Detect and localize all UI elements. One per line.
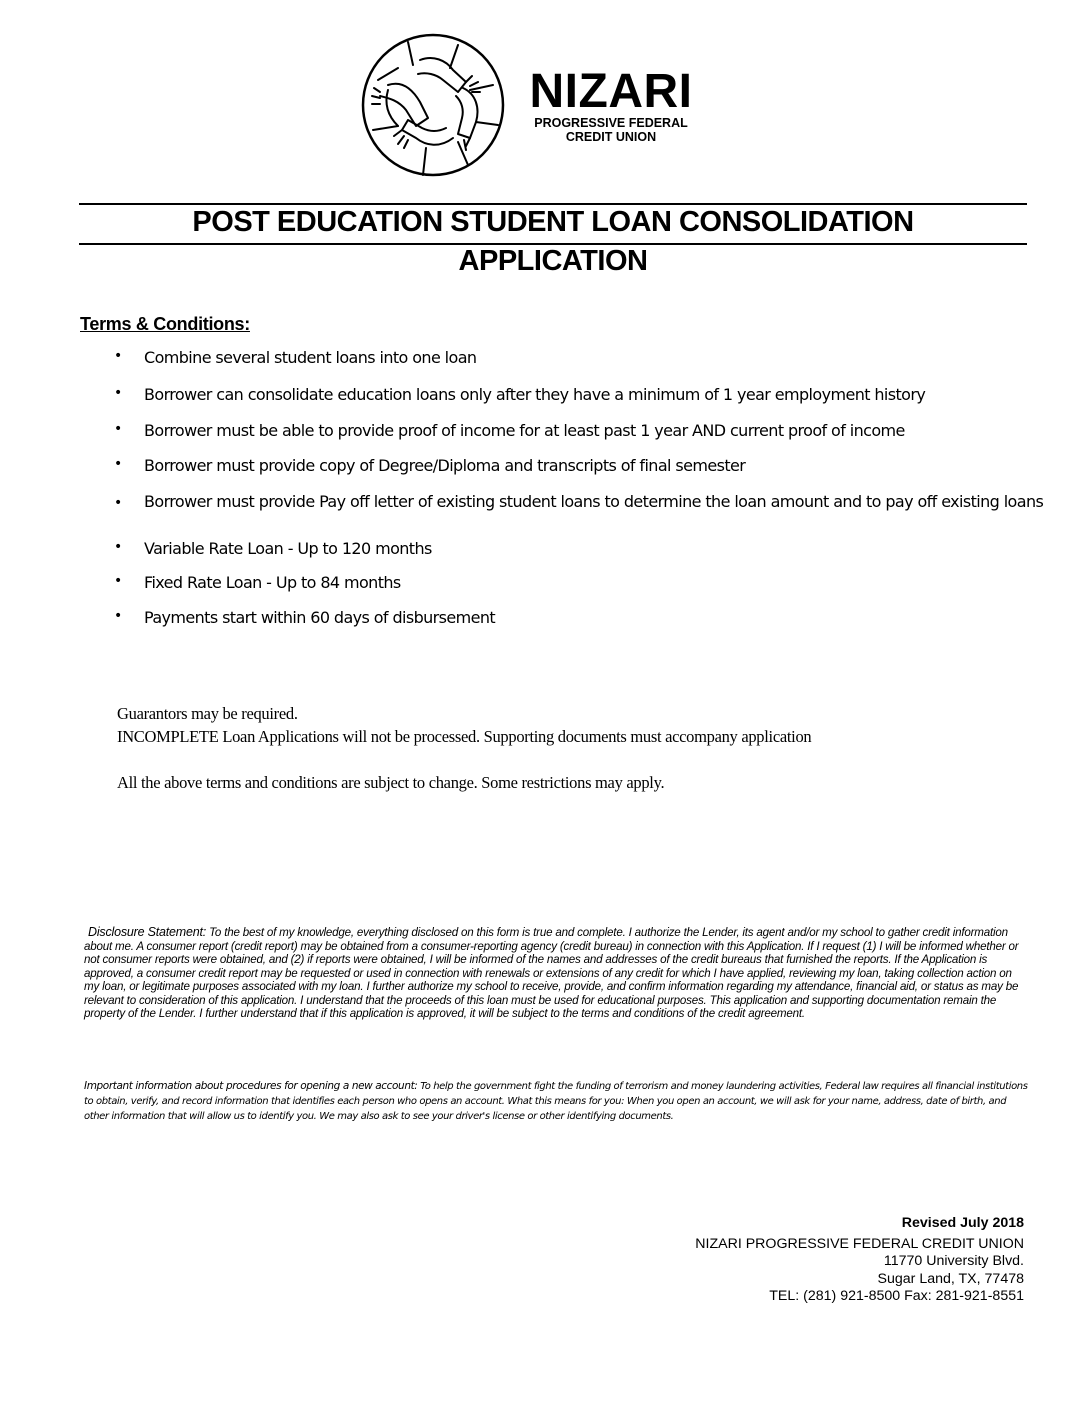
important-information	[84, 1079, 1029, 1124]
disclosure-statement	[84, 926, 1029, 1021]
terms-item-text: Borrower must be able to provide proof of income for at least past 1 year AND current proof of income	[144, 421, 905, 440]
important-text: To help the government fight the funding of terrorism and money laundering activities, Federal law requires all financial institutions to obtain, verify, and record information that identifies each person who opens an account. What this means for you: When you open an account, we will ask for your name, address, date of birth, and other information that will allow us to identify you. We may also ask to see your driver's license or other identifying documents.	[84, 1081, 1028, 1122]
terms-item-text: Fixed Rate Loan - Up to 84 months	[144, 573, 401, 592]
footer-contact-block	[695, 1215, 1024, 1306]
bullet-icon: •	[114, 385, 122, 401]
page-title-line2: APPLICATION	[458, 245, 648, 277]
incomplete-note: INCOMPLETE Loan Applications will not be processed. Supporting documents must accompany application	[117, 727, 812, 746]
bullet-icon: •	[114, 608, 122, 624]
joined-hands-circle-icon	[358, 30, 508, 180]
terms-item-text: Variable Rate Loan - Up to 120 months	[144, 539, 432, 558]
title-top-rule	[79, 203, 1027, 205]
bullet-icon: •	[114, 495, 122, 511]
terms-heading: Terms & Conditions:	[80, 314, 250, 334]
terms-list-item	[108, 421, 905, 440]
terms-item-text: Borrower can consolidate education loans only after they have a minimum of 1 year employment history	[144, 385, 926, 404]
terms-list-item	[108, 456, 745, 475]
footer-city: Sugar Land, TX, 77478	[877, 1270, 1024, 1287]
terms-list-item	[108, 539, 432, 558]
terms-item-text: Payments start within 60 days of disbursement	[144, 608, 496, 627]
revision-date: Revised July 2018	[901, 1215, 1024, 1231]
bullet-icon: •	[114, 573, 122, 589]
terms-list-item	[108, 348, 476, 367]
disclosure-text: To the best of my knowledge, everything disclosed on this form is true and complete. I authorize the Lender, its agent and/or my school to gather credit information about me. A consumer report (credit report) may be obtained from a consumer-reporting agency (credit bureau) in connection with this Application. If I request (1) I will be informed whether or not consumer reports were obtained, and (2) if reports were obtained, I will be informed of the names and addresses of the credit bureaus that furnished the reports. If the Application is approved, a consumer credit report may be requested or used in connection with renewals or extensions of any credit for which I have applied, reviewing my loan, taking collection action on my loan, or legitimate purposes associated with my loan. I further authorize my school to receive, provide, and confirm information regarding my attendance, financial aid, or status as may be relevant to consideration of this application. I understand that the proceeds of this loan must be used for educational purposes. This application and supporting documentation remain the property of the Lender. I further understand that if this application is approved, it will be subject to the terms and conditions of the credit agreement.	[84, 926, 1019, 1020]
terms-item-text: Borrower must provide copy of Degree/Diploma and transcripts of final semester	[144, 456, 746, 475]
guarantors-note: Guarantors may be required.	[117, 704, 298, 723]
footer-phone: TEL: (281) 921-8500 Fax: 281-921-8551	[769, 1288, 1024, 1304]
brand-name: NIZARI	[529, 65, 693, 118]
terms-item-text: Combine several student loans into one loan	[144, 348, 477, 367]
subject-to-change-note: All the above terms and conditions are subject to change. Some restrictions may apply.	[117, 773, 665, 792]
brand-subtitle-line2: CREDIT UNION	[565, 130, 657, 144]
terms-list-item	[108, 573, 401, 592]
page-title-line1: POST EDUCATION STUDENT LOAN CONSOLIDATION	[192, 206, 914, 238]
terms-list-item	[108, 491, 1064, 512]
terms-list-item	[108, 385, 925, 404]
terms-item-text: Borrower must provide Pay off letter of existing student loans to determine the loan amount and to pay off existing loans	[144, 492, 1044, 511]
brand-block	[516, 65, 706, 144]
important-label: Important information about procedures for opening a new account:	[84, 1080, 418, 1092]
bullet-icon: •	[114, 421, 122, 437]
disclosure-label: Disclosure Statement:	[88, 925, 207, 939]
bullet-icon: •	[114, 539, 122, 555]
credit-union-logo	[358, 30, 698, 175]
footer-street: 11770 University Blvd.	[883, 1253, 1024, 1269]
terms-list-item	[108, 608, 495, 627]
footer-org-name: NIZARI PROGRESSIVE FEDERAL CREDIT UNION	[695, 1235, 1024, 1252]
bullet-icon: •	[114, 348, 122, 364]
bullet-icon: •	[114, 456, 122, 472]
brand-subtitle-line1: PROGRESSIVE FEDERAL	[534, 116, 688, 130]
